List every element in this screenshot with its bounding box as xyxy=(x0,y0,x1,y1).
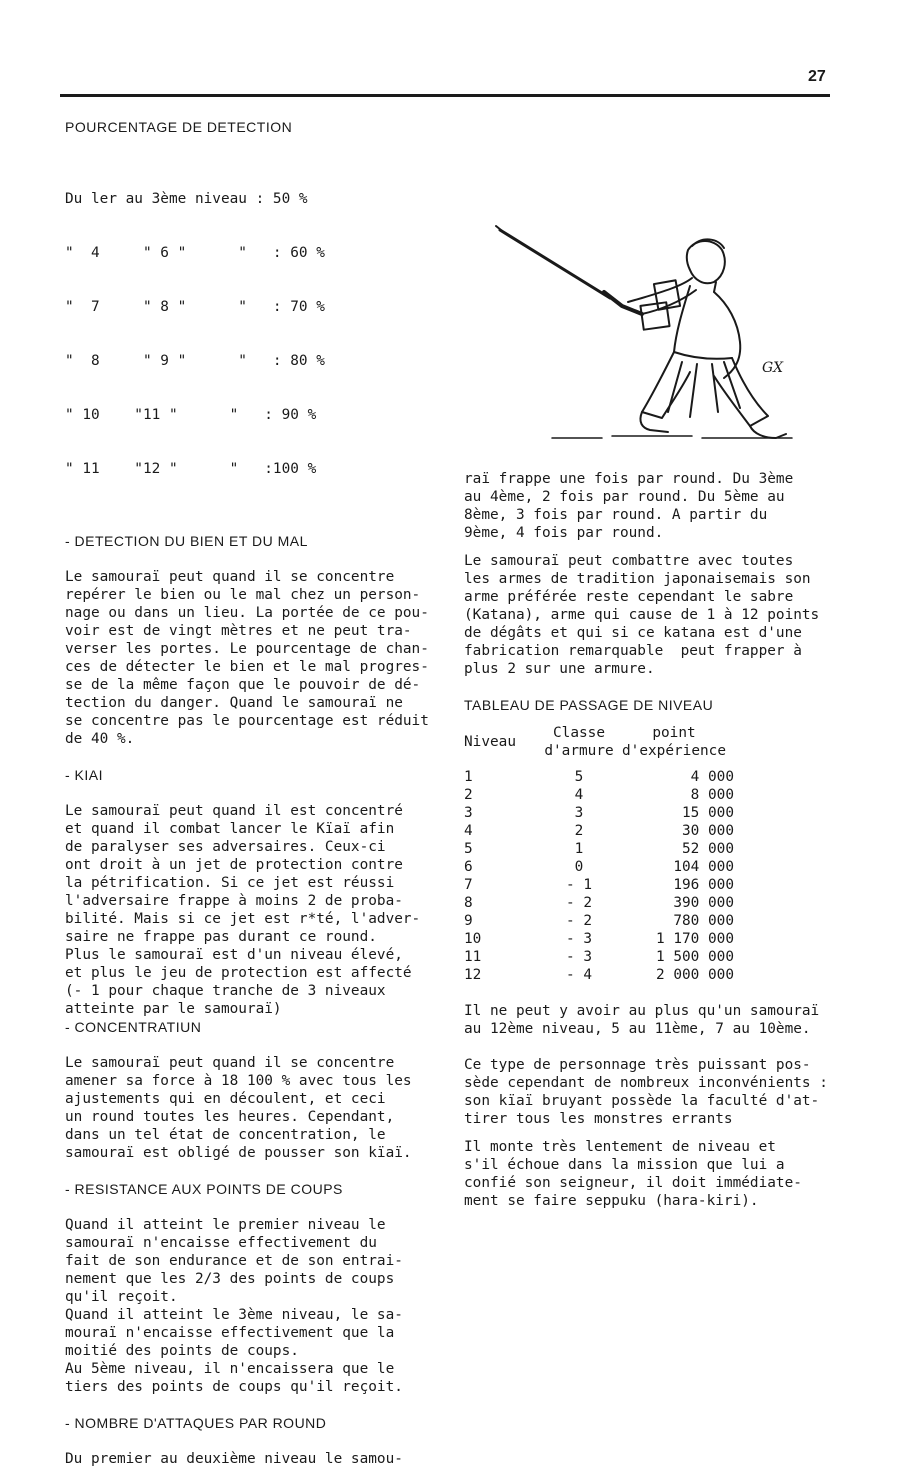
right-column xyxy=(464,470,864,1210)
experience-cell: 4 000 xyxy=(690,769,734,785)
table-row xyxy=(464,876,734,894)
table-row xyxy=(464,840,734,858)
detection-level-row: " 11 "12 " " :100 % xyxy=(65,461,317,477)
header-classe: Classe d'armure xyxy=(544,725,614,759)
armor-class-cell: - 2 xyxy=(566,895,592,911)
level-cell: 6 xyxy=(464,859,473,875)
concentration-paragraph: Le samouraï peut quand il se concentre amener sa force à 18 100 % avec tous les ajustements qui en découlent, et ceci un round toutes les heures. Cependant, dans un tel état de concentration, le samouraï est obligé de pousser son kïaï. xyxy=(65,1055,412,1161)
weapons-paragraph: Le samouraï peut combattre avec toutes les armes de tradition japonaisemais son arme préférée reste cependant le sabre (Katana), arme qui cause de 1 à 12 points de dégâts et qui si ce katana est d'une fabrication remarquable peut frapper à plus 2 sur une armure. xyxy=(464,553,820,677)
samurai-drawing-icon xyxy=(492,212,802,460)
armor-class-cell: - 1 xyxy=(566,877,592,893)
detection-level-list xyxy=(65,154,460,514)
level-table-body xyxy=(464,768,734,984)
table-row xyxy=(464,786,734,804)
armor-class-cell: - 3 xyxy=(566,931,592,947)
armor-class-cell: 1 xyxy=(574,841,584,857)
experience-cell: 15 000 xyxy=(682,805,734,821)
table-header-row xyxy=(464,724,734,760)
experience-cell: 104 000 xyxy=(673,859,734,875)
detection-level-row: " 8 " 9 " " : 80 % xyxy=(65,353,325,369)
level-cell: 12 xyxy=(464,967,482,983)
experience-cell: 196 000 xyxy=(673,877,734,893)
armor-class-cell: 4 xyxy=(574,787,584,803)
table-row xyxy=(464,966,734,984)
detection-level-row: " 4 " 6 " " : 60 % xyxy=(65,245,325,261)
level-cell: 1 xyxy=(464,769,473,785)
table-heading: TABLEAU DE PASSAGE DE NIVEAU xyxy=(464,697,714,713)
header-rule xyxy=(60,94,830,97)
good-evil-heading: - DETECTION DU BIEN ET DU MAL xyxy=(65,533,308,549)
armor-class-cell: - 3 xyxy=(566,949,592,965)
header-niveau: Niveau xyxy=(464,734,516,750)
table-row xyxy=(464,822,734,840)
experience-cell: 2 000 000 xyxy=(656,967,734,983)
good-evil-paragraph: Le samouraï peut quand il se concentre repérer le bien ou le mal chez un person- nage ou dans un lieu. La portée de ce pou- voir est de vingt mètres et ne peut tra- verser les portes. Le pourcentage de chan- ces de détecter le bien et le mal progres- se de la même façon que le pouvoir de dé- tection du danger. Quand le samouraï ne se concentre pas le pourcentage est réduit de 40 %. xyxy=(65,569,429,747)
detection-level-row: Du ler au 3ème niveau : 50 % xyxy=(65,191,308,207)
experience-cell: 780 000 xyxy=(673,913,734,929)
table-row xyxy=(464,894,734,912)
table-row xyxy=(464,804,734,822)
armor-class-cell: - 2 xyxy=(566,913,592,929)
table-row xyxy=(464,768,734,786)
header-point: point d'expérience xyxy=(622,725,726,759)
illustration-signature: GX xyxy=(762,360,784,376)
table-row xyxy=(464,948,734,966)
attacks-paragraph-start: Du premier au deuxième niveau le samou- xyxy=(65,1451,403,1467)
level-cell: 9 xyxy=(464,913,473,929)
armor-class-cell: 3 xyxy=(574,805,584,821)
page-number: 27 xyxy=(808,68,826,85)
level-cell: 2 xyxy=(464,787,473,803)
left-column xyxy=(65,118,460,1468)
experience-cell: 8 000 xyxy=(690,787,734,803)
concentration-heading: - CONCENTRATIUN xyxy=(65,1019,202,1035)
armor-class-cell: 5 xyxy=(574,769,584,785)
table-row xyxy=(464,930,734,948)
detection-heading: POURCENTAGE DE DETECTION xyxy=(65,119,293,135)
detection-level-row: " 10 "11 " " : 90 % xyxy=(65,407,317,423)
level-cell: 10 xyxy=(464,931,482,947)
experience-cell: 1 500 000 xyxy=(656,949,734,965)
slow-progress-paragraph: Il monte très lentement de niveau et s'il échoue dans la mission que lui a confié son seigneur, il doit immédiate- ment se faire seppuku (hara-kiri). xyxy=(464,1139,802,1209)
table-row xyxy=(464,912,734,930)
level-cell: 4 xyxy=(464,823,473,839)
level-cell: 8 xyxy=(464,895,473,911)
level-cell: 3 xyxy=(464,805,473,821)
level-cell: 5 xyxy=(464,841,473,857)
drawbacks-paragraph: Ce type de personnage très puissant pos- sède cependant de nombreux inconvénients : son kïaï bruyant possède la faculté d'at- tirer tous les monstres errants xyxy=(464,1057,828,1127)
attacks-heading: - NOMBRE D'ATTAQUES PAR ROUND xyxy=(65,1415,327,1431)
experience-cell: 52 000 xyxy=(682,841,734,857)
samurai-illustration xyxy=(492,212,802,460)
limit-paragraph: Il ne peut y avoir au plus qu'un samouraï au 12ème niveau, 5 au 11ème, 7 au 10ème. xyxy=(464,1003,820,1037)
resistance-heading: - RESISTANCE AUX POINTS DE COUPS xyxy=(65,1181,343,1197)
armor-class-cell: 2 xyxy=(574,823,584,839)
armor-class-cell: 0 xyxy=(574,859,584,875)
kiai-heading: - KIAI xyxy=(65,767,104,783)
attacks-paragraph-cont: raï frappe une fois par round. Du 3ème au 4ème, 2 fois par round. Du 5ème au 8ème, 3 fois par round. A partir du 9ème, 4 fois par round. xyxy=(464,471,794,541)
detection-level-row: " 7 " 8 " " : 70 % xyxy=(65,299,325,315)
kiai-paragraph: Le samouraï peut quand il est concentré et quand il combat lancer le Kïaï afin de paralyser ses adversaires. Ceux-ci ont droit à un jet de protection contre la pétrification. Si ce jet est réussi l'adversaire frappe à moins 2 de proba- bilité. Mais si ce jet est r*té, l'adver- saire ne frappe pas durant ce round. Plus le samouraï est d'un niveau élevé, et plus le jeu de protection est affecté (- 1 pour chaque tranche de 3 niveaux atteinte par le samouraï) xyxy=(65,803,421,1017)
experience-cell: 390 000 xyxy=(673,895,734,911)
experience-cell: 30 000 xyxy=(682,823,734,839)
resistance-paragraph: Quand il atteint le premier niveau le samouraï n'encaisse effectivement du fait de son endurance et de son entrai- nement que les 2/3 des points de coups qu'il reçoit. Quand il atteint le 3ème niveau, le sa- mouraï n'encaisse effectivement que la moitié des points de coups. Au 5ème niveau, il n'encaissera que le tiers des points de coups qu'il reçoit. xyxy=(65,1217,403,1395)
level-cell: 11 xyxy=(464,949,482,965)
table-row xyxy=(464,858,734,876)
level-cell: 7 xyxy=(464,877,473,893)
armor-class-cell: - 4 xyxy=(566,967,592,983)
experience-cell: 1 170 000 xyxy=(656,931,734,947)
level-table xyxy=(464,724,734,984)
